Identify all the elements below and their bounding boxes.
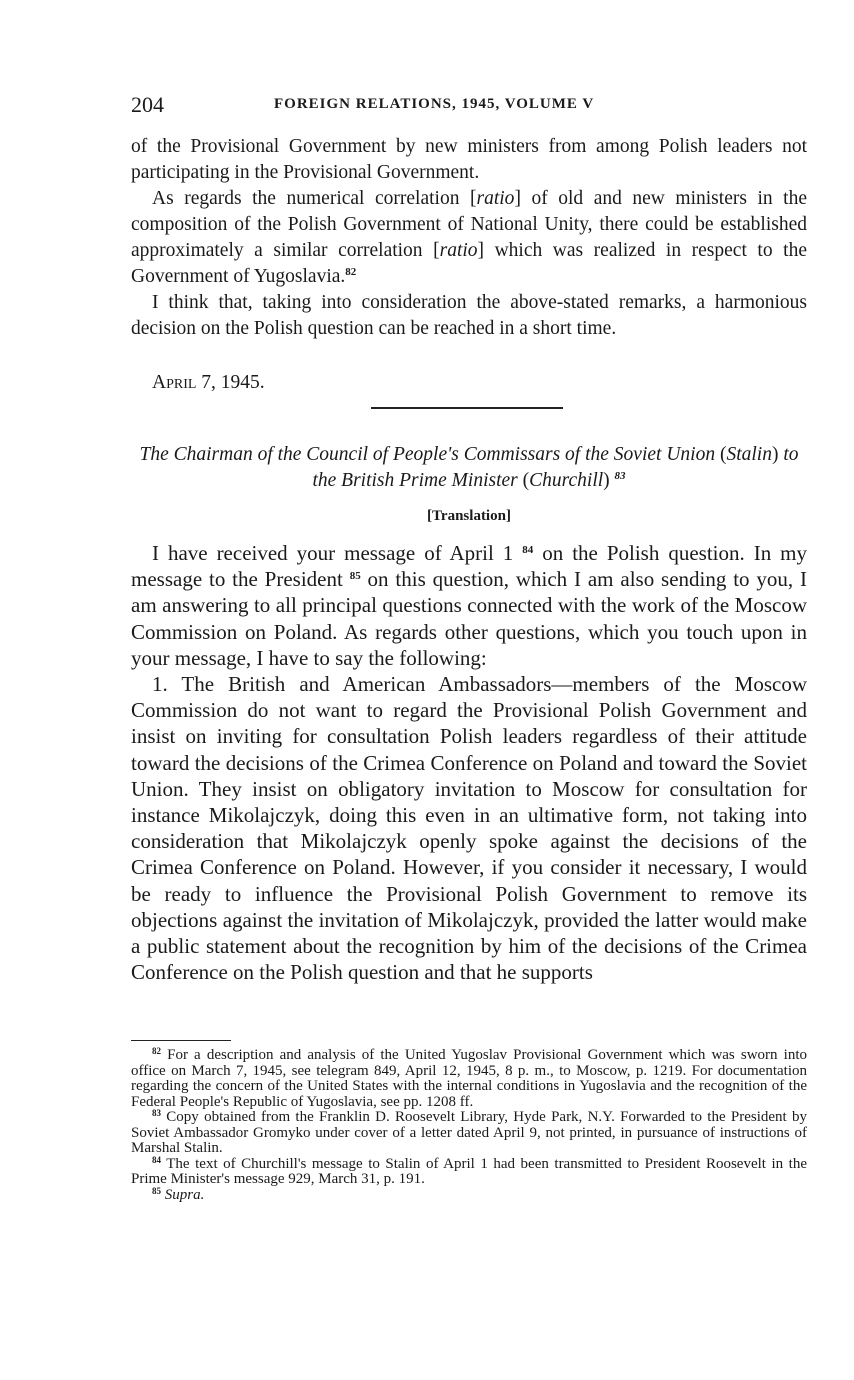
paragraph: I have received your message of April 1 $^{84}$ on the Polish question. In my message to the President $^{85}$ on this question, which I am also sending to you, I am answering to all principal questions connected with the work of the Moscow Commission on Poland. As regards other questions, which you touch upon in your message, I have to say the following: — [131, 541, 807, 670]
translation-label: [Translation] — [427, 508, 511, 524]
dateline: April 7, 1945. — [152, 372, 265, 393]
page-number: 204 — [131, 92, 164, 117]
footnote-ref: 84 — [522, 544, 534, 556]
previous-document-text — [131, 134, 807, 342]
running-head: FOREIGN RELATIONS, 1945, VOLUME V — [274, 96, 595, 112]
page-header — [131, 92, 807, 118]
document-title: The Chairman of the Council of People's Commissars of the Soviet Union (Stalin) to the British Prime Minister (Churchill) $^{83}$ — [139, 444, 799, 491]
paragraph: of the Provisional Government by new ministers from among Polish leaders not participating in the Provisional Government. — [131, 136, 807, 183]
letter-text — [131, 540, 807, 985]
footnote-number: 84 — [152, 1154, 161, 1165]
footnote: $^{82}$ For a description and analysis of the United Yugoslav Provisional Government which was sworn into office on March 7, 1945, see telegram 849, April 12, 1945, 8 p. m., to Moscow, p. 1219. For documentation regarding the concern of the United States with the internal conditions in Yugoslavia and the recognition of the Federal People's Republic of Yugoslavia, see pp. 1208 ff. — [131, 1046, 807, 1110]
footnote: $^{85}$ Supra. — [152, 1185, 205, 1203]
footnote: $^{84}$ The text of Churchill's message to Stalin of April 1 had been transmitted to President Roosevelt in the Prime Minister's message 929, March 31, p. 191. — [131, 1154, 807, 1187]
footnote: $^{83}$ Copy obtained from the Franklin D. Roosevelt Library, Hyde Park, N.Y. Forwarded to the President by Soviet Ambassador Gromyko under cover of a letter dated April 9, not printed, in pursuance of instructions of Marshal Stalin. — [131, 1108, 808, 1156]
paragraph: I think that, taking into consideration the above-stated remarks, a harmonious decision on the Polish question can be reached in a short time. — [131, 292, 807, 339]
footnote-number: 83 — [152, 1108, 161, 1118]
section-divider — [371, 407, 563, 409]
footnotes — [131, 1048, 807, 1203]
footnote-number: 85 — [152, 1185, 161, 1196]
footnote-divider — [131, 1040, 231, 1041]
footnote-ref: 85 — [349, 570, 361, 583]
footnote-ref: 83 — [614, 470, 626, 482]
footnote-ref: 82 — [345, 266, 357, 278]
paragraph: As regards the numerical correlation [ratio] of old and new ministers in the composition of the Polish Government of National Unity, there could be established approximately a similar correlation [ratio] which was realized in respect to the Government of Yugoslavia.$^{82}$ — [131, 188, 807, 287]
paragraph: 1. The British and American Ambassadors—members of the Moscow Commission do not want to regard the Provisional Polish Government and insist on inviting for consultation Polish leaders regardless of their attitude toward the decisions of the Crimea Conference on Poland and toward the Soviet Union. They insist on obligatory invitation to Moscow for consultation for instance Mikolajczyk, doing this even in an ultimative form, not taking into consideration that Mikolajczyk openly spoke against the decisions of the Crimea Conference on Poland. However, if you consider it necessary, I would be ready to influence the Provisional Polish Government to remove its objections against the invitation of Mikolajczyk, provided the latter would make a public statement about the recognition by him of the decisions of the Crimea Conference on the Polish question and that he supports — [131, 672, 807, 985]
footnote-number: 82 — [152, 1046, 161, 1056]
